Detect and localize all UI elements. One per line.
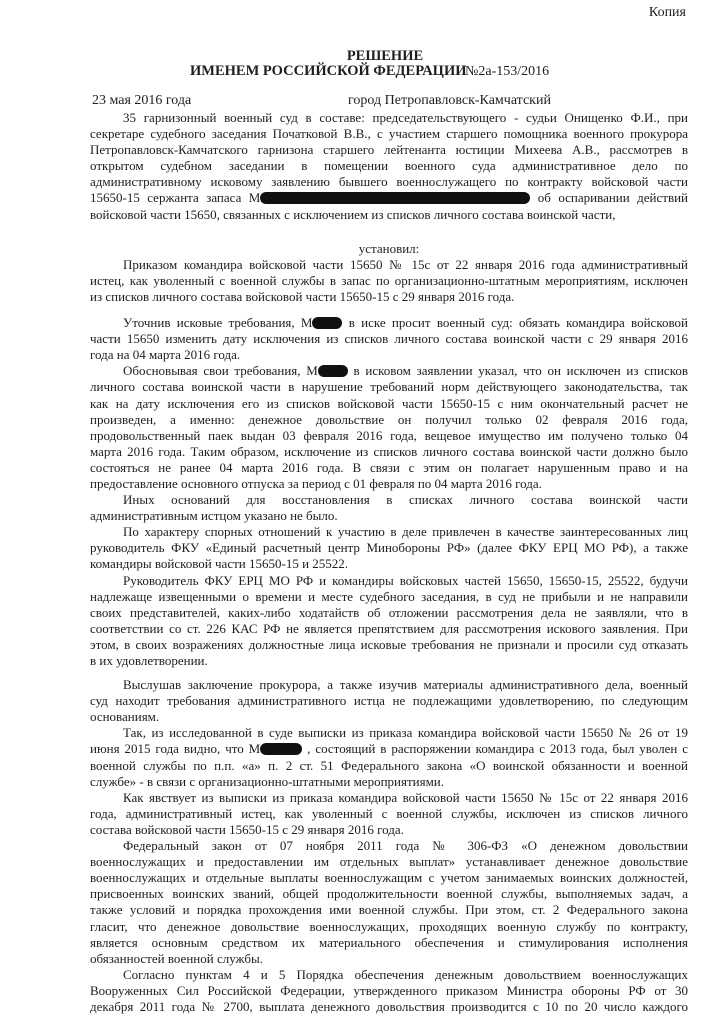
text-line: марта 2016 года. Таким образом, исключение из списков личного состава воинской части должно было	[90, 443, 688, 459]
paragraph	[90, 573, 688, 670]
paragraph	[90, 725, 688, 789]
text-line: гласит, что денежное довольствие военнослужащих, проходящих военную службу по контракту,	[90, 918, 688, 934]
text-line	[90, 190, 688, 206]
document-subtitle: ИМЕНЕМ РОССИЙСКОЙ ФЕДЕРАЦИИ	[190, 63, 467, 79]
document-title: РЕШЕНИЕ	[346, 48, 424, 64]
text-line: надлежаще извещенными о времени и месте судебного заседания, в суд не прибыли и не направили	[90, 588, 688, 604]
text-line: Как явствует из выписки из приказа командира войсковой части 15650 № 15с от 22 января 2016	[123, 789, 688, 805]
text-line: Вооруженных Сил Российской Федерации, утвержденного приказом Министра обороны РФ от 30	[90, 982, 688, 998]
text-line: основаниям.	[90, 709, 160, 725]
paragraph	[90, 110, 688, 223]
text-line: 35 гарнизонный военный суд в составе: председательствующего - судьи Онищенко Ф.И., при	[123, 110, 688, 125]
paragraph	[90, 790, 688, 838]
redacted-name	[312, 317, 342, 329]
copy-stamp: Копия	[648, 5, 686, 20]
text-line: состава войсковой части 15650-15 с 29 января 2016 года.	[90, 821, 404, 837]
text-line: из списков личного состава войсковой части 15650-15 с 29 января 2016 года.	[90, 288, 515, 304]
decision-date: 23 мая 2016 года	[92, 93, 192, 108]
text-line: является основным средством их материального обеспечения и стимулирования исполнения	[90, 934, 688, 950]
text-line: года, административный истец, как уволенный с военной службы, исключен из списков личного	[90, 805, 688, 821]
text-line: части 15650 изменить дату исключения из списков личного состава воинской части с 29 января 2016	[90, 331, 688, 347]
text-line: соответствии со ст. 226 КАС РФ не является препятствием для рассмотрения искового заявления. При	[90, 620, 688, 636]
document-body	[90, 110, 688, 1015]
text-line: руководитель ФКУ «Единый расчетный центр Минобороны РФ» (далее ФКУ ЕРЦ МО РФ), а также	[90, 540, 688, 556]
case-number: №2а-153/2016	[465, 64, 550, 79]
text-line: личного состава воинской части в нарушение требований норм действующего законодательства, так	[90, 379, 688, 395]
paragraph	[90, 524, 688, 572]
text-line: как на дату исключения его из списков войсковой части 15650-15 с ним окончательный расчет не	[90, 395, 688, 411]
text-line: открытом судебном заседании в помещении военного суда административное дело по	[90, 158, 688, 174]
text-line: административным истцом указано не было.	[90, 508, 338, 524]
redacted-name	[260, 192, 530, 204]
text-line: Согласно пунктам 4 и 5 Порядка обеспечения денежным довольствием военнослужащих	[123, 966, 688, 982]
paragraph	[90, 838, 688, 967]
redacted-name	[318, 365, 348, 377]
paragraph	[90, 257, 688, 305]
text-before-redaction: июня 2015 года видно, что М	[90, 741, 261, 757]
text-after-redaction: об оспаривании действий	[537, 190, 688, 206]
text-before-redaction: 15650-15 сержанта запаса М	[90, 190, 261, 206]
text-line: в их удовлетворении.	[90, 653, 208, 668]
text-line: состояться не ранее 04 марта 2016 года. В связи с этим он полагает нарушенным право и на	[90, 459, 688, 475]
text-line: командиры войсковой части 15650-15 и 25522.	[90, 556, 349, 572]
text-line	[90, 363, 688, 379]
paragraph	[90, 315, 688, 363]
text-line: секретаре судебного заседания Початковой В.В., с участием старшего помощника военного прокурора	[90, 126, 688, 142]
text-line: Выслушав заключение прокурора, а также изучив материалы административного дела, военный	[123, 677, 688, 693]
text-line: административному исковому заявлению бывшего военнослужащего по контракту войсковой части	[90, 174, 688, 190]
text-line: Петропавловск-Камчатского гарнизона старшего лейтенанта юстиции Михеева А.В., рассмотрев в	[90, 142, 688, 158]
text-line: установил:	[358, 240, 420, 256]
text-line: Так, из исследованной в суде выписки из приказа командира войсковой части 15650 № 26 от 19	[123, 725, 688, 741]
text-line: истец, как уволенный с военной службы в запас по организационно-штатным мероприятиям, исключен	[90, 272, 688, 288]
text-line: обязанностей военной службы.	[90, 950, 263, 966]
text-before-redaction: Обосновывая свои требования, М	[123, 363, 318, 379]
text-line: военнослужащих и предоставлении им отдельных выплат» устанавливает денежное довольствие	[90, 854, 688, 870]
text-line: декабря 2011 года № 2700, выплата денежного довольствия производится с 10 по 20 число каждого	[90, 998, 688, 1014]
text-line	[90, 315, 688, 331]
redacted-name	[260, 743, 302, 755]
paragraph	[90, 363, 688, 492]
text-line: также условий и порядка прохождения ими военной службы. При этом, ст. 2 Федерального закона	[90, 902, 688, 918]
text-line: Иных оснований для восстановления в списках личного состава воинской части	[123, 492, 688, 508]
text-line: года на 04 марта 2016 года.	[90, 347, 241, 363]
text-line: этом, в своих возражениях должностные лица исковые требования не признали и просили суд отказать	[90, 636, 688, 652]
text-line: военнослужащих и отдельные выплаты военнослужащим с учетом занимаемых воинских должностей,	[90, 870, 688, 886]
text-after-redaction: в исковом заявлении указал, что он исключен из списков	[353, 363, 688, 379]
text-line: произведен, а именно: денежное довольствие он получил только 02 февраля 2016 года,	[90, 411, 688, 427]
paragraph	[90, 677, 688, 725]
text-line: продовольственный паек выдан 03 февраля 2016 года, вещевое имущество им получено только 04	[90, 427, 688, 443]
paragraph	[90, 967, 688, 1015]
text-line: военной службы по п.п. «а» п. 2 ст. 51 Федерального закона «О воинской обязанности и военной	[90, 757, 688, 773]
section-heading	[90, 241, 688, 257]
text-line: предоставление основного отпуска за период с 01 февраля по 04 марта 2016 года.	[90, 475, 542, 491]
text-line: По характеру спорных отношений к участию в деле привлечен в качестве заинтересованных лиц	[123, 524, 688, 540]
text-line: суд находит требования административного истца не подлежащими удовлетворению, по следующим	[90, 693, 688, 709]
text-line: войсковой части 15650, связанных с исключением из списков личного состава воинской части,	[90, 206, 616, 222]
text-line: Приказом командира войсковой части 15650 № 15с от 22 января 2016 года административный	[123, 256, 688, 272]
decision-city: город Петропавловск-Камчатский	[348, 93, 551, 108]
text-line: своих представителей, каких-либо ходатайств об отложении рассмотрения дела не заявляли, что в	[90, 604, 688, 620]
text-line: Федеральный закон от 07 ноября 2011 года № 306-ФЗ «О денежном довольствии	[123, 838, 688, 854]
text-line: Руководитель ФКУ ЕРЦ МО РФ и командиры войсковых частей 15650, 15650-15, 25522, будучи	[123, 572, 688, 588]
text-line: службе» - в связи с организационно-штатными мероприятиями.	[90, 773, 445, 789]
text-line: присвоенных воинских званий, общей продолжительности военной службы, выполняемых задач, а	[90, 886, 688, 902]
text-after-redaction: , состоящий в распоряжении командира с 2013 года, был уволен с	[307, 741, 688, 757]
text-line	[90, 741, 688, 757]
text-before-redaction: Уточнив исковые требования, М	[123, 315, 313, 331]
paragraph	[90, 492, 688, 524]
text-after-redaction: в иске просит военный суд: обязать командира войсковой	[348, 315, 688, 331]
